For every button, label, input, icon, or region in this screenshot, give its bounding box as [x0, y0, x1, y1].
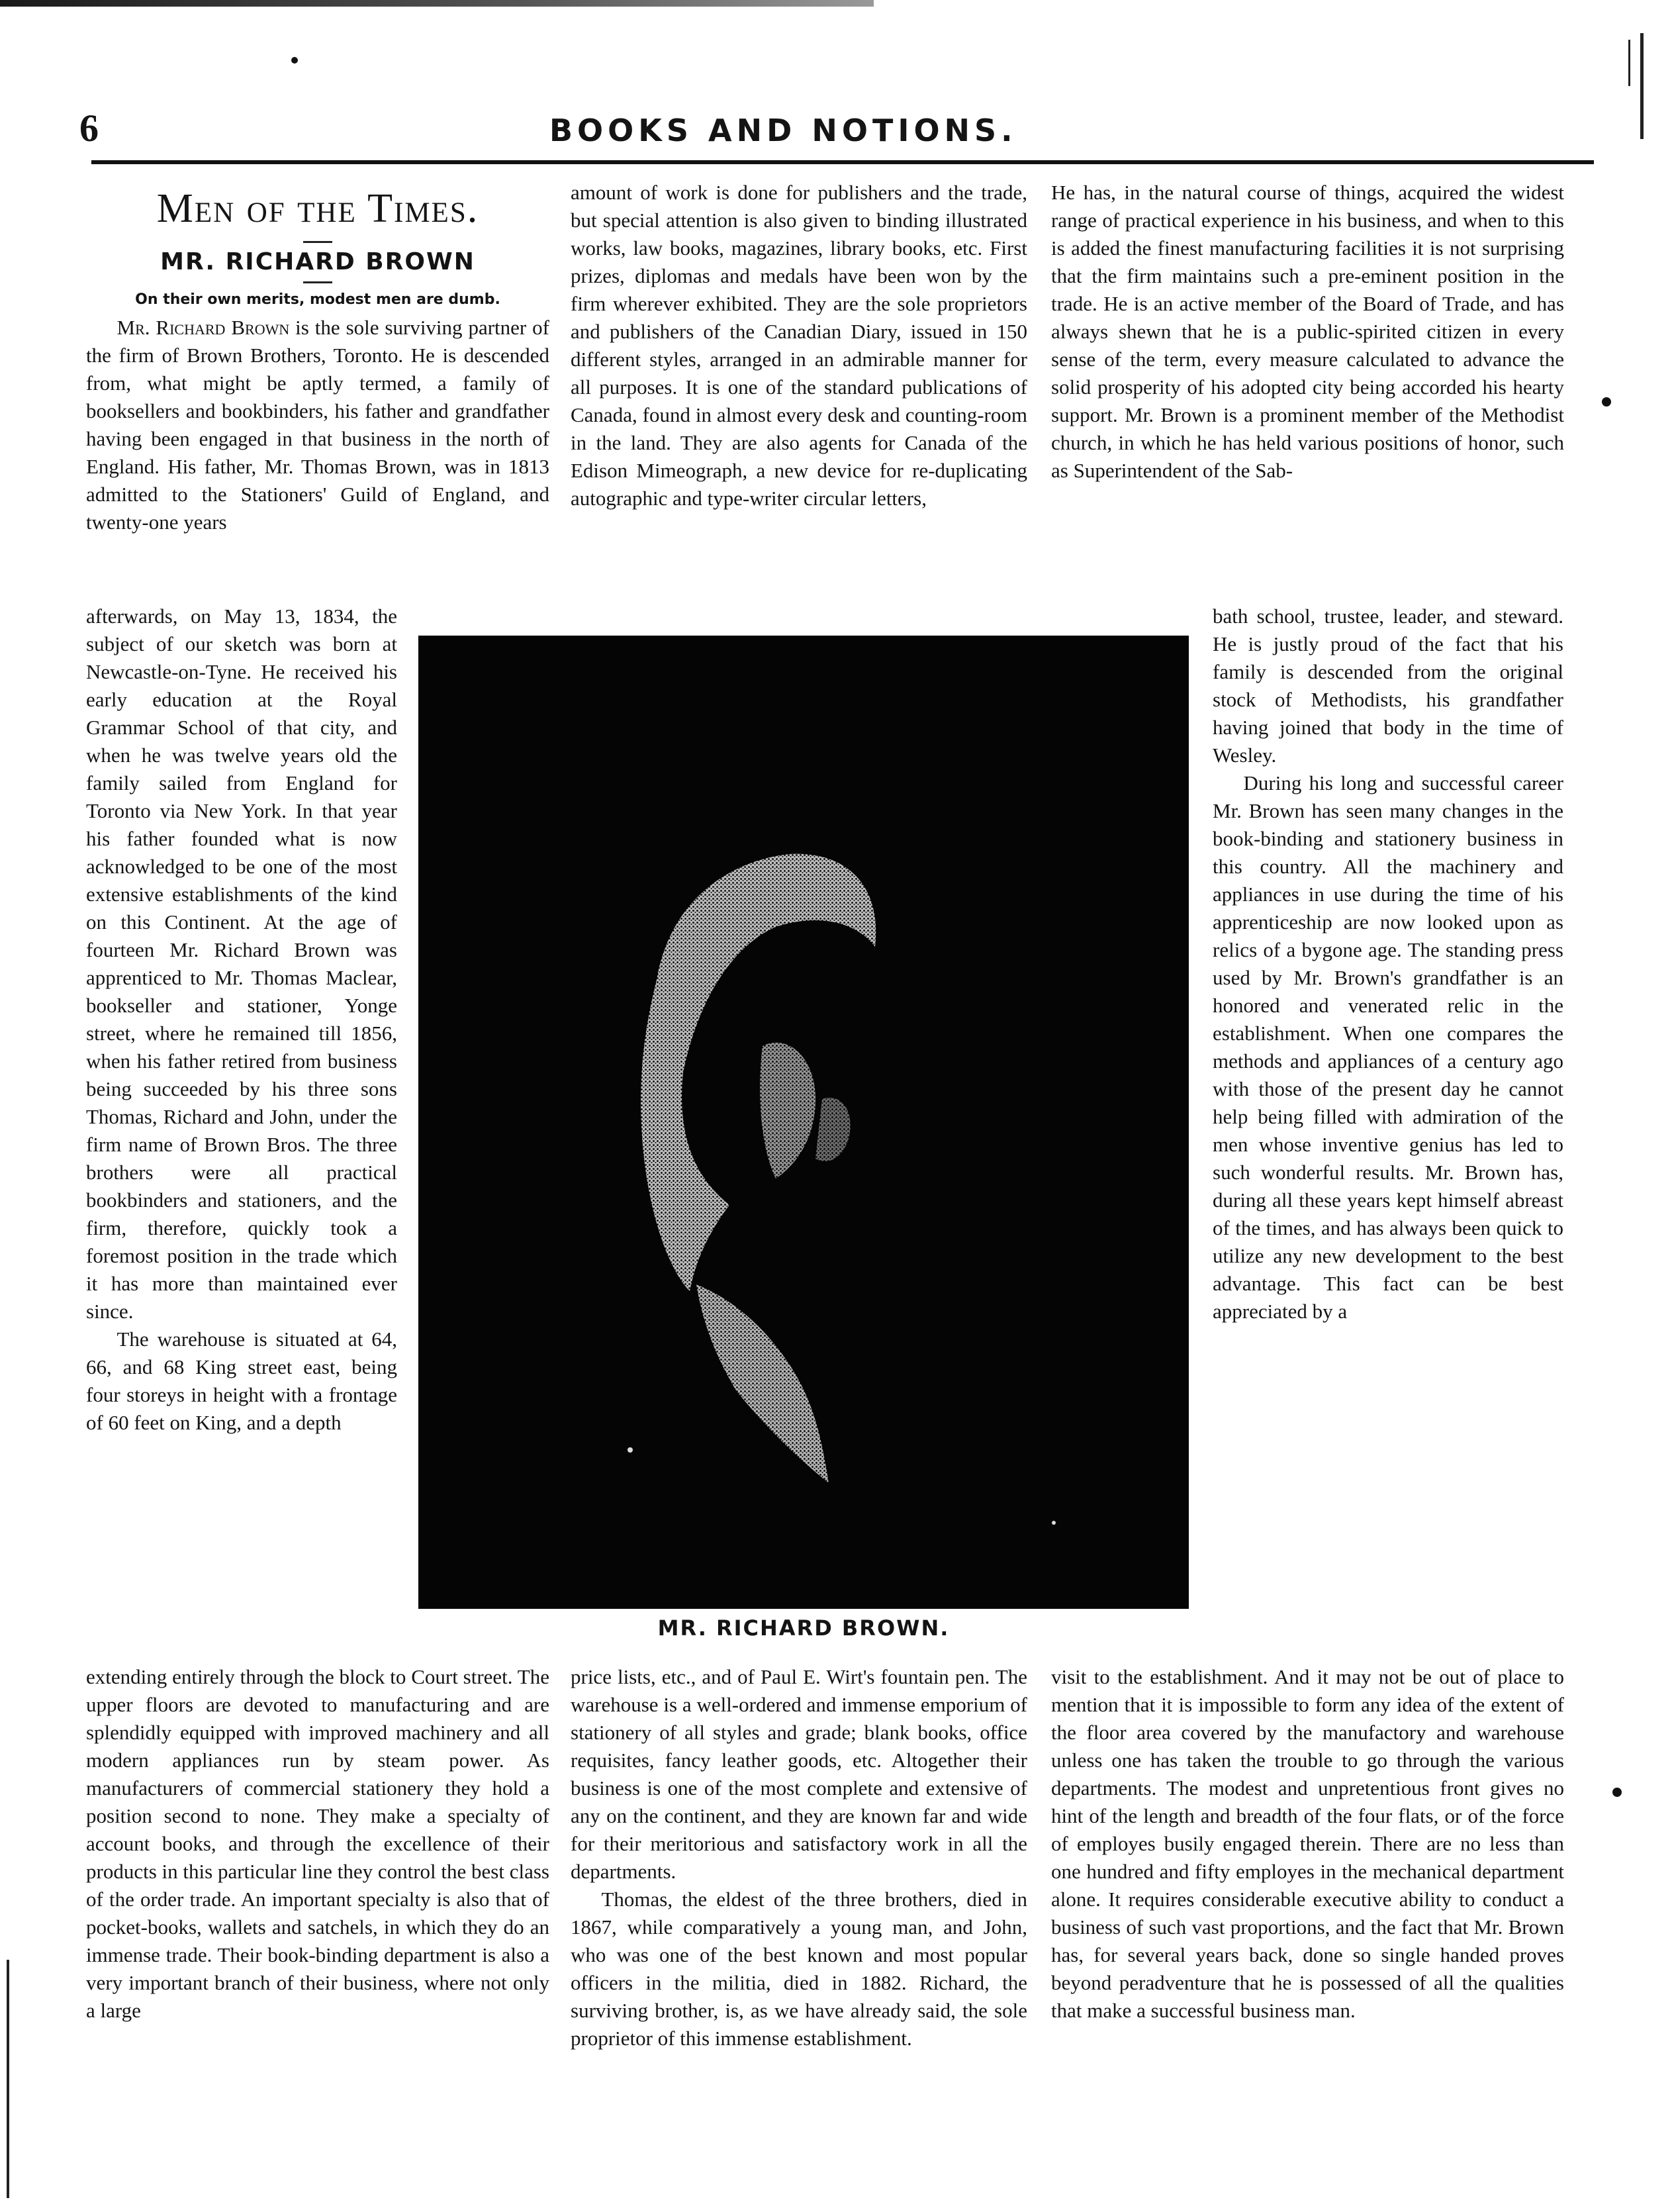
scan-margin-line — [7, 1960, 9, 2198]
paragraph: afterwards, on May 13, 1834, the subject of our sketch was born at Newcastle-on-Tyne. He received his early education at the Royal Grammar School of that city, and when he was twelve years old the family sailed from England for Toronto via New York. In that year his father founded what is now acknowledged to be one of the most extensive establishments of the kind on this Continent. At the age of fourteen Mr. Richard Brown was apprenticed to Mr. Thomas Maclear, bookseller and stationer, Yonge street, where he remained till 1856, when his father retired from business being succeeded by his three sons Thomas, Richard and John, under the firm name of Brown Bros. The three brothers were all practical bookbinders and stationers, and the firm, therefore, quickly took a foremost position in the trade which it has more than maintained ever since. — [86, 604, 397, 1323]
intro-text: is the sole surviving partner of the firm of Brown Brothers, Toronto. He is descended from, what might be aptly termed, a family of booksellers and bookbinders, his father and grandfather having been engaged in that business in the north of England. His father, Mr. Thomas Brown, was in 1813 admitted to the Stationers' Guild of England, and twenty-one years — [86, 316, 549, 534]
title-dash — [303, 241, 332, 243]
column-left-top — [86, 179, 549, 536]
photo-caption: MR. RICHARD BROWN. — [657, 1615, 950, 1641]
header-rule — [91, 160, 1594, 164]
column-left-bottom — [86, 1663, 549, 2025]
paragraph: He has, in the natural course of things, acquired the widest range of practical experience in his business, and when to this is added the finest manufacturing facilities it is not surprising that the firm maintains such a pre-eminent position in the trade. He is an active member of the Board of Trade, and has always shewn that he is a public-spirited citizen in every sense of the term, every measure calculated to advance the solid prosperity of his adopted city being accorded his hearty support. Mr. Brown is a prominent member of the Methodist church, in which he has held various positions of honor, such as Superintendent of the Sab- — [1051, 181, 1564, 482]
section-title: Men of the Times. — [156, 186, 479, 231]
scan-margin-line — [1640, 33, 1644, 139]
paragraph: The warehouse is situated at 64, 66, and 68 King street east, being four storeys in height with a frontage of 60 feet on King, and a depth — [86, 1327, 397, 1434]
paragraph: Thomas, the eldest of the three brothers, died in 1867, while comparatively a young man, and John, who was one of the best known and most popular officers in the militia, died in 1882. Richard, the surviving brother, is, as we have already said, the sole proprietor of this immense establishment. — [571, 1888, 1027, 2050]
column-left-wrap — [86, 602, 397, 1437]
scan-margin-line — [1628, 40, 1630, 86]
column-right-bottom — [1051, 1663, 1564, 2025]
scan-speck — [1612, 1788, 1622, 1797]
paragraph: price lists, etc., and of Paul E. Wirt's fountain pen. The warehouse is a well-ordered and immense emporium of stationery of all styles and grade; blank books, office requisites, fancy leather goods, etc. Altogether their business is one of the most complete and extensive of any on the continent, and they are known far and wide for their meritorious and satisfactory work in all the departments. — [571, 1665, 1027, 1883]
column-middle-top — [571, 179, 1027, 512]
paragraph: During his long and successful career Mr. Brown has seen many changes in the book-binding and stationery business in this country. All the machinery and appliances in use during the time of his apprenticeship are now looked upon as relics of a bygone age. The standing press used by Mr. Brown's grandfather is an honored and venerated relic in the establishment. When one compares the methods and appliances of a century ago with those of the present day he cannot help being filled with admiration of the men whose inventive genius has led to such wonderful results. Mr. Brown has, during all these years kept himself abreast of the times, and has always been quick to utilize any new development to the best advantage. This fact can be best appreciated by a — [1213, 771, 1563, 1323]
scan-speck — [291, 57, 298, 64]
paragraph: amount of work is done for publishers and the trade, but special attention is also given to binding illustrated works, law books, magazines, library books, etc. First prizes, diplomas and medals have been won by the firm wherever exhibited. They are the sole proprietors and publishers of the Canadian Diary, issued in 150 different styles, arranged in an admirable manner for all purposes. It is one of the standard publications of Canada, found in almost every desk and counting-room in the land. They are also agents for Canada of the Edison Mimeograph, a new device for re-duplicating autographic and type-writer circular letters, — [571, 181, 1027, 510]
portrait-icon — [418, 636, 1189, 1609]
subhead-dash — [303, 281, 332, 283]
paragraph: visit to the establishment. And it may not be out of place to mention that it is impossible to form any idea of the extent of the floor area covered by the manufactory and warehouse unless one has taken the trouble to go through the various departments. The modest and unpretentious front gives no hint of the length and breadth of the four flats, or of the force of employes busily engaged therein. There are no less than one hundred and fifty employes in the mechanical department alone. It requires considerable executive ability to conduct a business of such vast proportions, and the fact that Mr. Brown has, for several years back, done so single handed proves beyond peradventure that he is possessed of all the qualities that make a successful business man. — [1051, 1665, 1564, 2022]
scan-speck — [1602, 397, 1611, 407]
intro-paragraph — [86, 314, 549, 536]
paragraph: bath school, trustee, leader, and steward. He is justly proud of the fact that his family is descended from the original stock of Methodists, his grandfather having joined that body in the time of Wesley. — [1213, 604, 1563, 767]
lead-name: Mr. Richard Brown — [116, 316, 290, 339]
running-title: BOOKS AND NOTIONS. — [549, 113, 1017, 148]
column-right-wrap — [1213, 602, 1563, 1325]
subject-heading: MR. RICHARD BROWN — [160, 248, 475, 275]
epigraph: On their own merits, modest men are dumb. — [135, 291, 500, 308]
column-right-top — [1051, 179, 1564, 485]
page-number: 6 — [79, 107, 99, 150]
portrait-photograph — [418, 636, 1189, 1609]
column-middle-bottom — [571, 1663, 1027, 2052]
scan-edge-strip — [0, 0, 874, 7]
paragraph: extending entirely through the block to Court street. The upper floors are devoted to manufacturing and are splendidly equipped with improved machinery and all modern appliances run by steam power. As manufacturers of commercial stationery they hold a position second to none. They make a specialty of account books, and through the excellence of their products in this particular line they control the best class of the order trade. An important specialty is also that of pocket-books, wallets and satchels, in which they do an immense trade. Their book-binding department is also a very important branch of their business, where not only a large — [86, 1665, 549, 2022]
